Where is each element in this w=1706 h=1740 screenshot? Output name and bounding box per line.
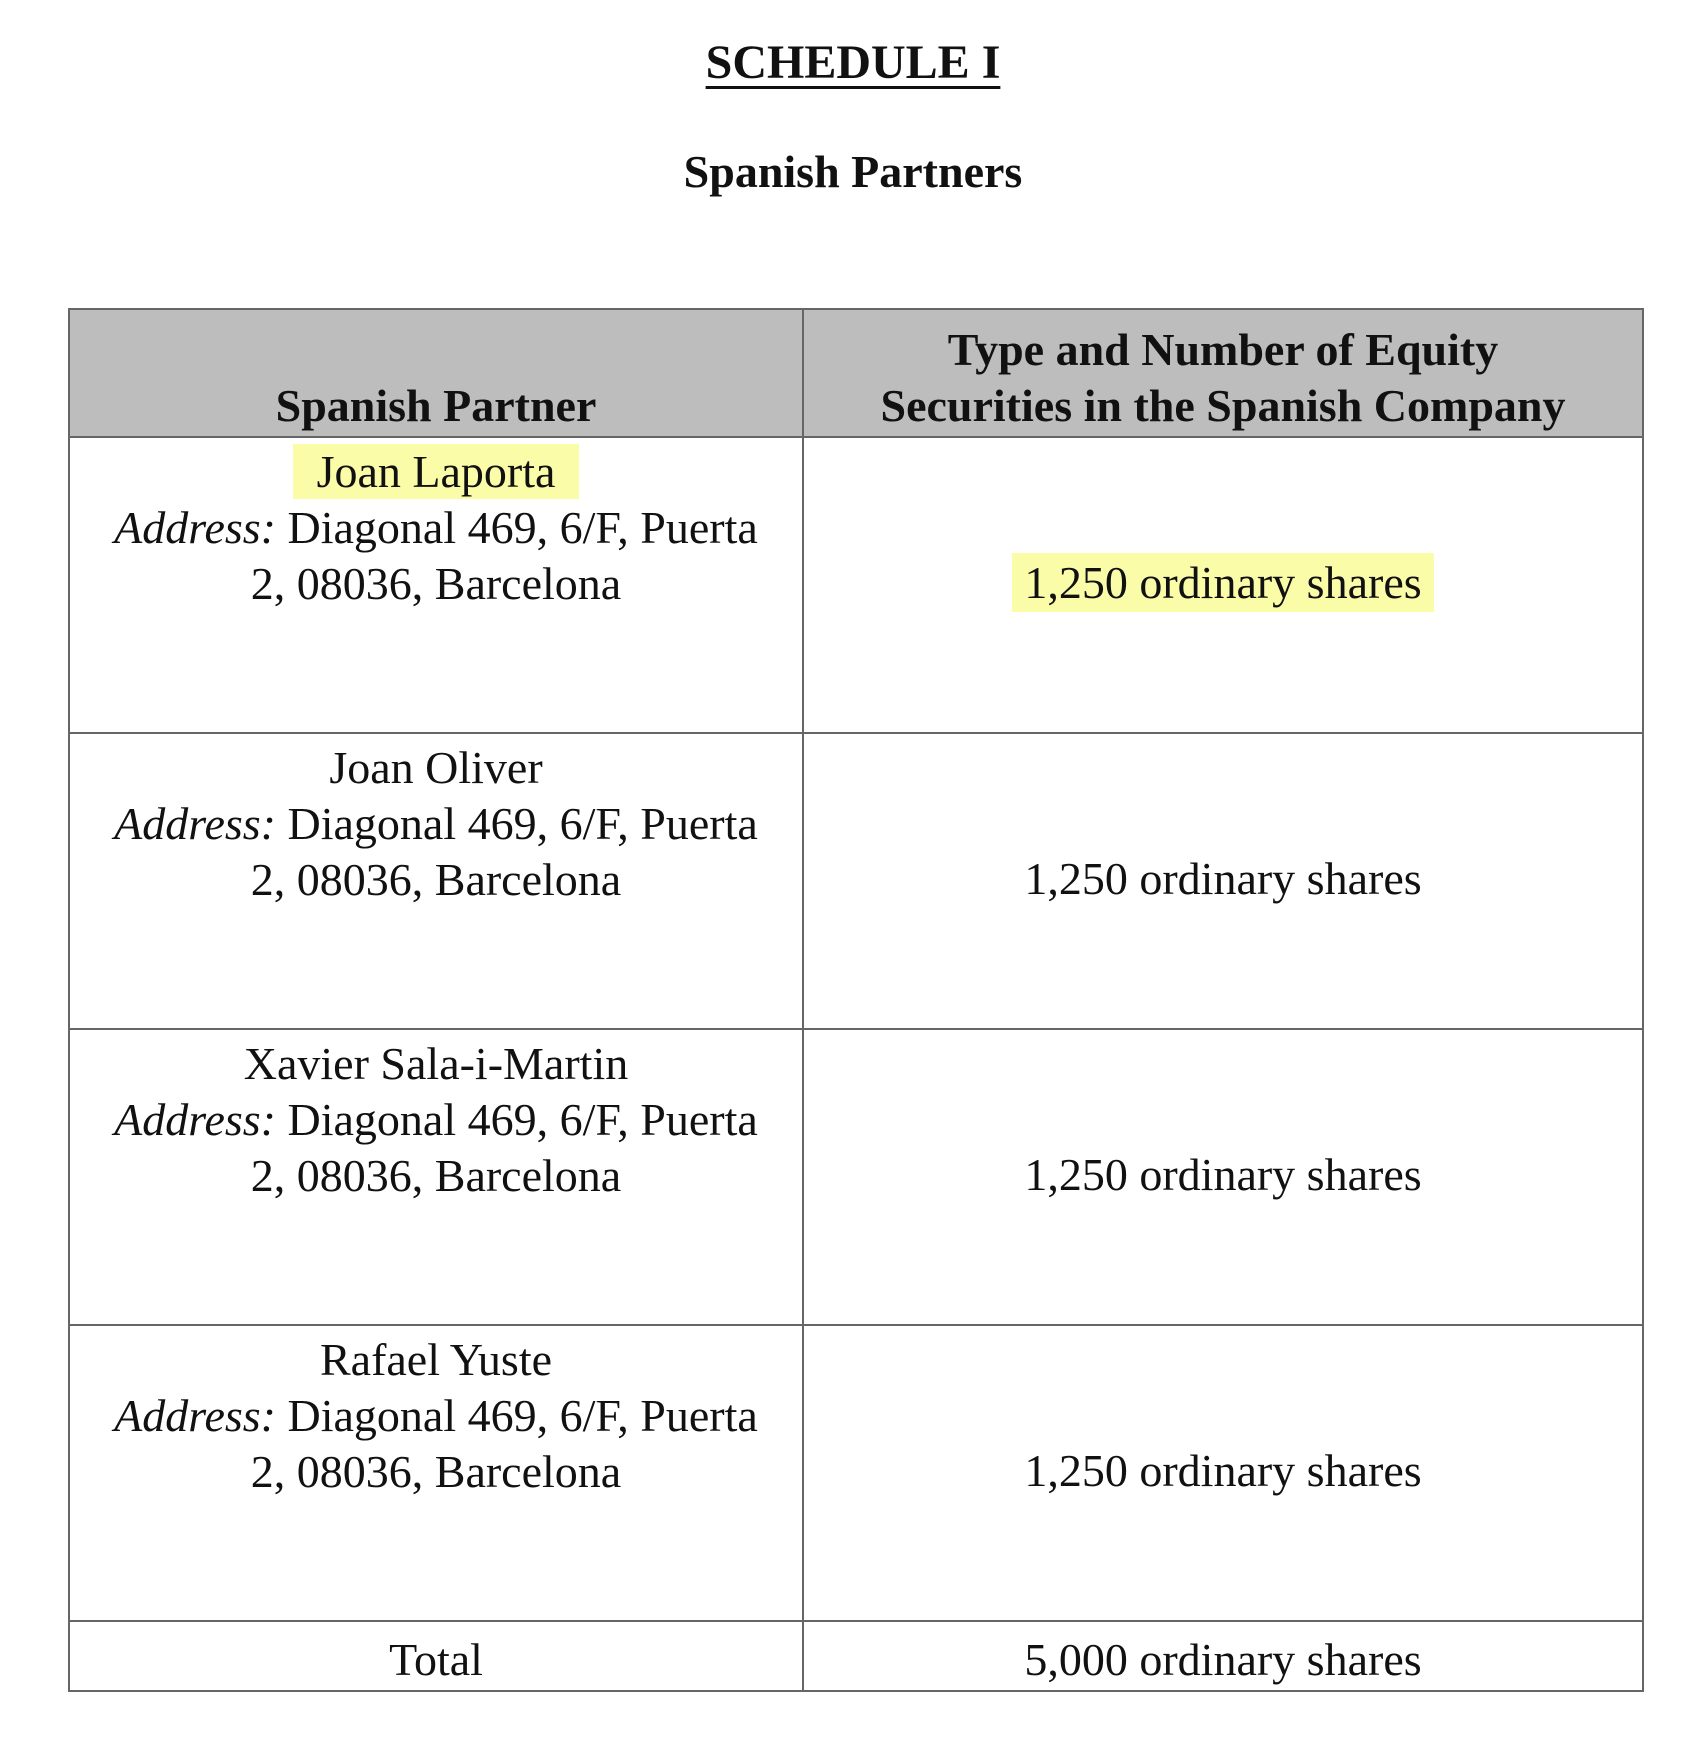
partner-name: Rafael Yuste — [319, 1334, 553, 1385]
document-subtitle: Spanish Partners — [683, 146, 1023, 197]
shares-value: 1,250 ordinary shares — [1024, 1445, 1422, 1496]
table-row — [69, 1325, 1643, 1621]
header-equity-line2: Securities in the Spanish Company — [880, 380, 1566, 431]
table-row — [69, 437, 1643, 733]
header-spanish-partner: Spanish Partner — [69, 309, 803, 437]
table-header-row — [69, 309, 1643, 437]
address-label: Address: — [114, 1094, 277, 1145]
address-line1: Diagonal 469, 6/F, Puerta — [287, 798, 758, 849]
shares-value: 1,250 ordinary shares — [1024, 853, 1422, 904]
partner-name: Joan Oliver — [329, 742, 543, 793]
shares-cell — [803, 437, 1643, 733]
address-line1: Diagonal 469, 6/F, Puerta — [287, 502, 758, 553]
shares-cell — [803, 733, 1643, 1029]
address-line2: 2, 08036, Barcelona — [250, 558, 622, 609]
partner-name: Joan Laporta — [293, 444, 580, 499]
partner-cell — [69, 733, 803, 1029]
address-line2: 2, 08036, Barcelona — [250, 1446, 622, 1497]
total-label: Total — [69, 1621, 803, 1691]
address-line2: 2, 08036, Barcelona — [250, 854, 622, 905]
partner-cell — [69, 1325, 803, 1621]
header-equity-line1: Type and Number of Equity — [947, 324, 1499, 375]
partner-name: Xavier Sala-i-Martin — [243, 1038, 629, 1089]
table-row — [69, 733, 1643, 1029]
address-label: Address: — [114, 502, 277, 553]
address-line1: Diagonal 469, 6/F, Puerta — [287, 1094, 758, 1145]
shares-cell — [803, 1325, 1643, 1621]
partner-cell — [69, 437, 803, 733]
shares-value: 1,250 ordinary shares — [1012, 553, 1433, 612]
address-line2: 2, 08036, Barcelona — [250, 1150, 622, 1201]
address-label: Address: — [114, 1390, 277, 1441]
partner-cell — [69, 1029, 803, 1325]
shares-value: 1,250 ordinary shares — [1024, 1149, 1422, 1200]
total-row — [69, 1621, 1643, 1691]
address-label: Address: — [114, 798, 277, 849]
total-shares: 5,000 ordinary shares — [803, 1621, 1643, 1691]
document-title — [0, 34, 1706, 92]
shares-cell — [803, 1029, 1643, 1325]
header-equity-securities — [803, 309, 1643, 437]
table-row — [69, 1029, 1643, 1325]
partners-table — [68, 308, 1644, 1692]
document-title-text: SCHEDULE I — [705, 36, 1001, 89]
address-line1: Diagonal 469, 6/F, Puerta — [287, 1390, 758, 1441]
